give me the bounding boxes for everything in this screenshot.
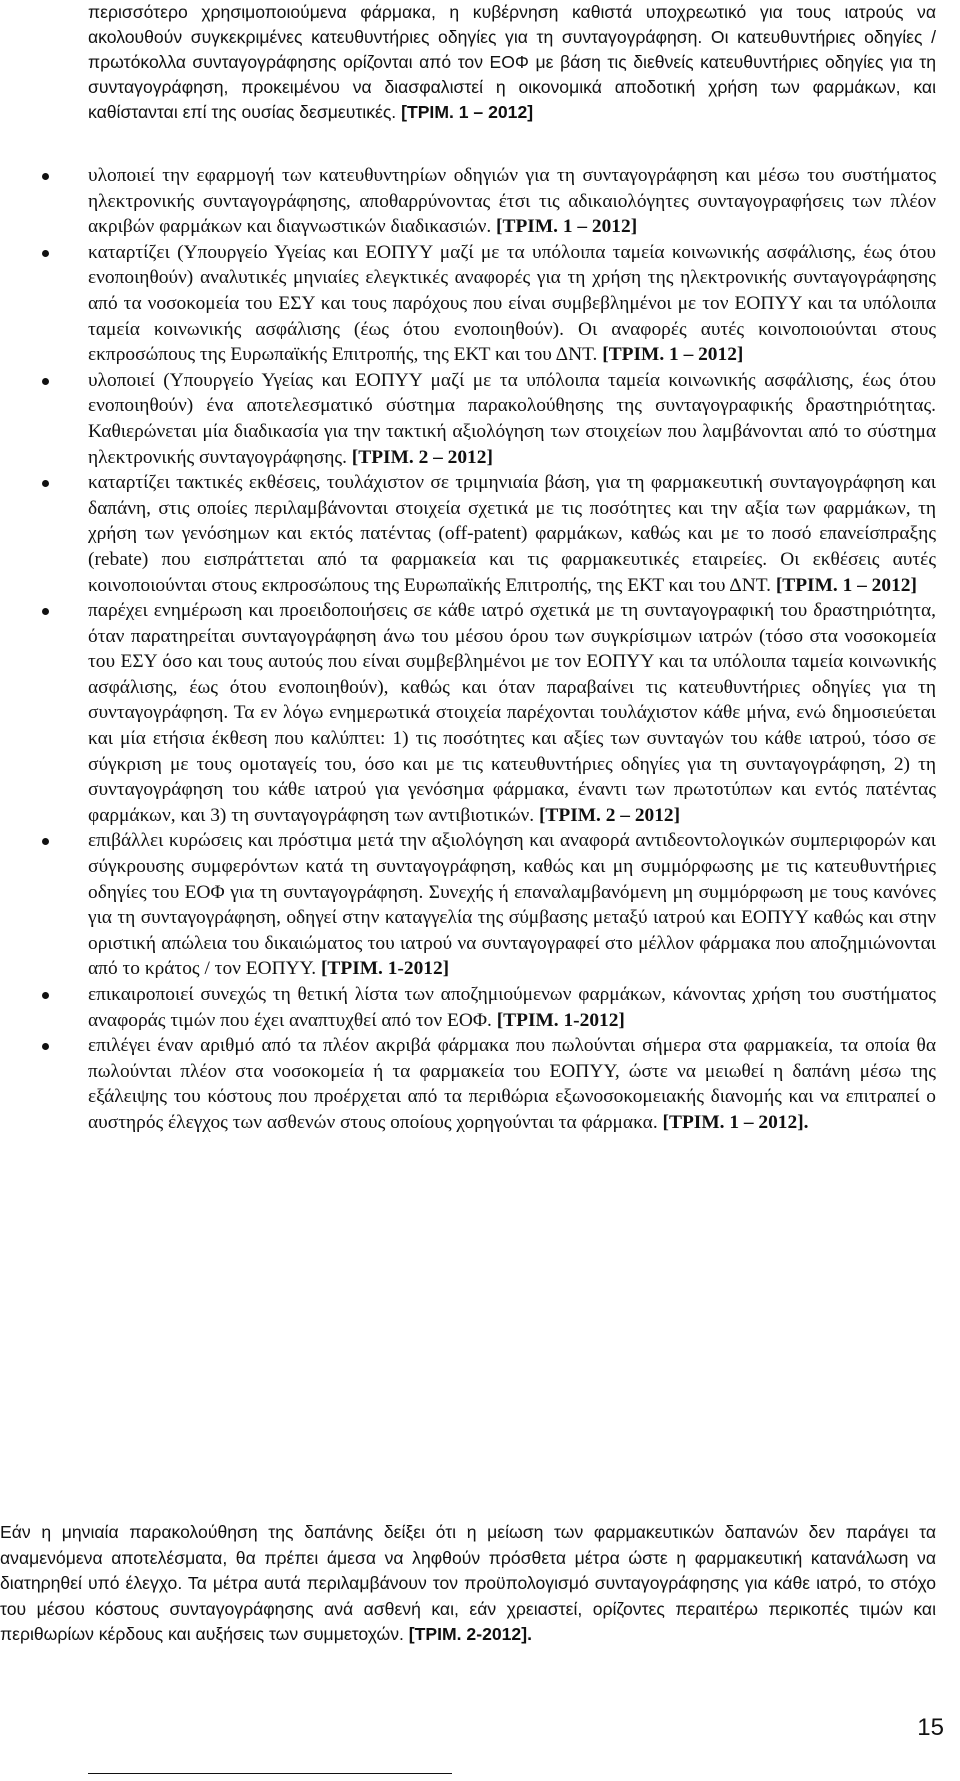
bullet-reference: [ΤΡΙΜ. 1 – 2012] (496, 216, 638, 238)
bullet-text: επιλέγει έναν αριθμό από τα πλέον ακριβά φάρμακα που πωλούνται σήμερα στα φαρμακεία, τα οποία θα πωλούνται πλέον στα νοσοκομεία ή τα φαρμακεία του ΕΟΠΥΥ, ώστε να μειωθεί η δαπάνη μέσω της εξάλειψης του κόστους που προέρχεται από τα περιθώρια εξωνοσοκομειακής διανομής και να επιτραπεί ο αυστηρός έλεγχος των ασθενών στους οποίους χορηγούνται τα φάρμακα. (88, 1035, 936, 1133)
bullet-item (88, 828, 936, 982)
bullet-dot-icon (42, 378, 49, 385)
bullet-text: καταρτίζει τακτικές εκθέσεις, τουλάχιστον σε τριμηνιαία βάση, για τη φαρμακευτική συνταγογράφηση και δαπάνη, στις οποίες περιλαμβάνονται στοιχεία σχετικά με τις ποσότητες και την αξία των φαρμάκων, τη χρήση των γενόσημων και εκτός πατέντας (off-patent) φαρμάκων, καθώς και με το ποσό επανείσπραξης (rebate) που εισπράττεται από τα φαρμακεία και τις φαρμακευτικές εταιρείες. Οι εκθέσεις αυτές κοινοποιούνται στους εκπροσώπους της Ευρωπαϊκής Επιτροπής, της ΕΚΤ και του ΔΝΤ. (88, 472, 936, 596)
intro-paragraph (88, 0, 936, 125)
conclusion-reference: [ΤΡΙΜ. 2-2012]. (408, 1624, 532, 1644)
bullet-dot-icon (42, 838, 49, 845)
bullet-text: επικαιροποιεί συνεχώς τη θετική λίστα των αποζημιούμενων φαρμάκων, κάνοντας χρήση του συστήματος αναφοράς τιμών που έχει αναπτυχθεί από τον ΕΟΦ. (88, 984, 936, 1031)
bullet-text: υλοποιεί (Υπουργείο Υγείας και ΕΟΠΥΥ μαζί με τα υπόλοιπα ταμεία κοινωνικής ασφάλισης, έως ότου ενοποιηθούν) ένα αποτελεσματικό σύστημα παρακολούθησης της συνταγογραφικής δραστηριότητας. Καθιερώνεται μία διαδικασία για την τακτική αξιολόγηση των στοιχείων που λαμβάνονται από το σύστημα ηλεκτρονικής συνταγογράφησης. (88, 369, 936, 468)
conclusion-paragraph (0, 1520, 936, 1648)
bullet-item (88, 163, 936, 240)
bullet-text: παρέχει ενημέρωση και προειδοποιήσεις σε κάθε ιατρό σχετικά με τη συνταγογραφική του δραστηριότητα, όταν παρατηρείται συνταγογράφηση άνω του μέσου όρου των συγκρίσιμων ιατρών (τόσο στα νοσοκομεία του ΕΣΥ όσο και τους αυτούς που είναι συμβεβλημένοι με τον ΕΟΠΥΥ και τα υπόλοιπα ταμεία κοινωνικής ασφάλισης, έως ότου ενοποιηθούν), καθώς και όταν παραβαίνει τις κατευθυντήριες οδηγίες για τη συνταγογράφηση. Τα εν λόγω ενημερωτικά στοιχεία παρέχονται τουλάχιστον κάθε μήνα, ενώ δημοσιεύεται και μία ετήσια έκθεση που καλύπτει: 1) τις ποσότητες και αξίες των συνταγών του κάθε ιατρού, τόσο σε σύγκριση με τους ομοταγείς του, όσο και με τις κατευθυντήριες οδηγίες για τη συνταγογράφηση, 2) τη συνταγογράφηση του κάθε ιατρού για γενόσημα φάρμακα, έναντι των πρωτοτύπων και εντός πατέντας φαρμάκων, και 3) τη συνταγογράφηση των αντιβιοτικών. (88, 600, 936, 826)
intro-text: περισσότερο χρησιμοποιούμενα φάρμακα, η κυβέρνηση καθιστά υποχρεωτικό για τους ιατρούς να ακολουθούν συγκεκριμένες κατευθυντήριες οδηγίες για τη συνταγογράφηση. Οι κατευθυντήριες οδηγίες / πρωτόκολλα συνταγογράφησης ορίζονται από τον ΕΟΦ με βάση τις διεθνείς κατευθυντήριες οδηγίες για τη συνταγογράφηση, προκειμένου να διασφαλιστεί η οικονομικά αποδοτική χρήση των φαρμάκων, και καθίστανται επί της ουσίας δεσμευτικές. (88, 2, 936, 122)
intro-text-block (88, 0, 936, 125)
footnote-separator (88, 1773, 452, 1774)
bullet-reference: [ΤΡΙΜ. 1-2012] (320, 958, 450, 980)
bullet-dot-icon (42, 1043, 49, 1050)
bullet-reference: [ΤΡΙΜ. 1 – 2012] (602, 344, 744, 366)
intro-reference: [ΤΡΙΜ. 1 – 2012] (401, 102, 534, 122)
bullet-item (88, 368, 936, 470)
page-number: 15 (917, 1714, 944, 1741)
bullet-text: επιβάλλει κυρώσεις και πρόστιμα μετά την αξιολόγηση και αναφορά αντιδεοντολογικών συμπεριφορών και σύγκρουσης συμφερόντων κατά τη συνταγογράφηση, καθώς και μη συμμόρφωσης με τις κατευθυντήριες οδηγίες του ΕΟΦ για τη συνταγογράφηση. Συνεχής ή επαναλαμβανόμενη μη συμμόρφωση με τους κανόνες για τη συνταγογράφηση, οδηγεί στην καταγγελία της σύμβασης μεταξύ ιατρού και ΕΟΠΥΥ καθώς και στην οριστική απώλεια του δικαιώματος του ιατρού να συνταγογραφεί στο μέλλον φάρμακα που αποζημιώνονται από το κράτος / τον ΕΟΠΥΥ. (88, 830, 936, 980)
bullet-text: καταρτίζει (Υπουργείο Υγείας και ΕΟΠΥΥ μαζί με τα υπόλοιπα ταμεία κοινωνικής ασφάλισης, έως ότου ενοποιηθούν) αναλυτικές μηνιαίες ελεγκτικές αναφορές για τη χρήση της ηλεκτρονικής συνταγογράφησης από τα νοσοκομεία του ΕΣΥ και τους παρόχους που είναι συμβεβλημένοι με τον ΕΟΠΥΥ και τα υπόλοιπα ταμεία κοινωνικής ασφάλισης (έως ότου ενοποιηθούν). Οι αναφορές αυτές κοινοποιούνται στους εκπροσώπους της Ευρωπαϊκής Επιτροπής, της ΕΚΤ και του ΔΝΤ. (88, 241, 936, 366)
bullet-reference: [ΤΡΙΜ. 2 – 2012] (538, 804, 681, 826)
bullet-item (88, 982, 936, 1033)
bullet-reference: [ΤΡΙΜ. 1 – 2012] (775, 574, 917, 596)
measures-bullet-list (0, 163, 960, 1136)
bullet-dot-icon (42, 480, 49, 487)
bullet-item (88, 598, 936, 828)
bullet-dot-icon (42, 992, 49, 999)
bullet-dot-icon (42, 608, 49, 615)
bullet-item (88, 470, 936, 598)
conclusion-text: Εάν η μηνιαία παρακολούθηση της δαπάνης δείξει ότι η μείωση των φαρμακευτικών δαπανών δεν παράγει τα αναμενόμενα αποτελέσματα, θα πρέπει άμεσα να ληφθούν πρόσθετα μέτρα ώστε η φαρμακευτική κατανάλωση να διατηρηθεί υπό έλεγχο. Τα μέτρα αυτά περιλαμβάνουν τον προϋπολογισμό συνταγογράφησης για κάθε ιατρό, το στόχο του μέσου κόστους συνταγογράφησης ανά ασθενή και, εάν χρειαστεί, ορίζοντες περαιτέρω περικοπές τιμών και περιθωρίων κέρδους και αυξήσεις των συμμετοχών. (0, 1522, 936, 1644)
bullet-dot-icon (42, 173, 49, 180)
bullet-text: υλοποιεί την εφαρμογή των κατευθυντηρίων οδηγιών για τη συνταγογράφηση και μέσω του συστήματος ηλεκτρονικής συνταγογράφησης, αποθαρρύνοντας έτσι τις αδικαιολόγητες συνταγογραφήσεις των πλέον ακριβών φαρμάκων και διαγνωστικών διαδικασιών. (88, 165, 936, 238)
bullet-reference: [ΤΡΙΜ. 2 – 2012] (351, 446, 493, 468)
bullet-item (88, 240, 936, 368)
bullet-reference: [ΤΡΙΜ. 1-2012] (496, 1009, 625, 1031)
bullet-dot-icon (42, 250, 49, 257)
bullet-reference: [ΤΡΙΜ. 1 – 2012]. (662, 1111, 809, 1133)
bullet-item (88, 1033, 936, 1135)
